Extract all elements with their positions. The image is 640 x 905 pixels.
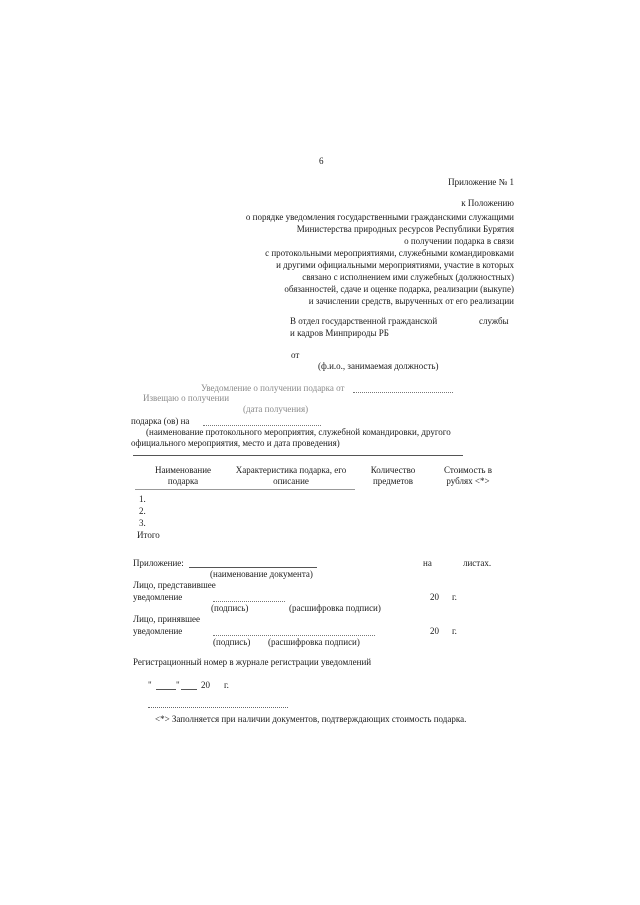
registration-quote-open: " [148,680,152,690]
header-line: к Положению [461,198,514,208]
gifts-on-label: подарка (ов) на [131,416,190,426]
header-line: с протокольными мероприятиями, служебными командировками [265,248,514,258]
footnote: <*> Заполняется при наличии документов, подтверждающих стоимость подарка. [155,714,467,724]
registration-year-suffix: г. [224,680,229,690]
submitted-label: уведомление [133,592,183,602]
header-line: о получении подарка в связи [404,236,514,246]
accepted-label: уведомление [133,626,183,636]
footnote-separator [148,707,288,708]
submitted-year: 20 [430,592,439,602]
table-header-description: Характеристика подарка, его описание [235,465,347,486]
event-caption-line: (наименование протокольного мероприятия, служебной командировки, другого [146,427,451,437]
from-label: от [291,350,300,360]
submitted-label: Лицо, представившее [133,580,216,590]
submitted-year-suffix: г. [452,592,457,602]
header-line: обязанностей, сдаче и оценке подарка, реализации (выкупе) [284,284,514,294]
header-line: и зачислении средств, вырученных от его реализации [308,296,514,306]
table-row: 3. [139,518,146,528]
registration-quote-close: " [176,680,180,690]
table-row: 2. [139,506,146,516]
registration-month-line [181,689,197,690]
gifts-on-line [203,425,321,426]
table-total: Итого [137,530,160,540]
accepted-sign-line [213,635,375,636]
attachment-sheets: листах. [463,558,492,568]
from-caption: (ф.и.о., занимаемая должность) [318,361,439,371]
table-top-line [133,455,463,456]
accepted-sign-caption: (подпись) [213,637,251,647]
header-line: Министерства природных ресурсов Республики Бурятия [296,224,514,234]
attachment-na: на [423,558,432,568]
inform-text: Извещаю о получении [143,393,230,403]
submitted-decode-caption: (расшифровка подписи) [289,603,381,613]
table-header-cost: Стоимость в рублях <*> [444,465,492,486]
notice-title: Уведомление о получении подарка от [201,383,345,393]
submitted-sign-caption: (подпись) [211,603,249,613]
attachment-line [189,567,317,568]
event-caption-line: официального мероприятия, место и дата проведения) [131,438,340,448]
appendix-title: Приложение № 1 [448,177,514,187]
header-line: о порядке уведомления государственными гражданскими служащими [245,212,514,222]
accepted-year: 20 [430,626,439,636]
registration-label: Регистрационный номер в журнале регистрации уведомлений [133,657,372,667]
submitted-sign-line [213,601,285,602]
accepted-year-suffix: г. [452,626,457,636]
addressee-line: В отдел государственной гражданской [290,316,438,326]
notice-from-line [353,392,453,393]
table-header-quantity: Количество предметов [370,465,416,486]
attachment-caption: (наименование документа) [210,569,313,579]
page-number: 6 [319,156,324,166]
registration-date-line [156,689,176,690]
registration-year: 20 [201,680,210,690]
addressee-line: и кадров Минприроды РБ [290,328,389,338]
attachment-label: Приложение: [133,558,184,568]
header-line: связано с исполнением ими служебных (должностных) [302,272,514,282]
addressee-line-end: службы [479,316,509,326]
table-header-divider [135,489,355,490]
accepted-decode-caption: (расшифровка подписи) [268,637,360,647]
header-line: и другими официальными мероприятиями, участие в которых [276,260,514,270]
accepted-label: Лицо, принявшее [133,614,200,624]
table-row: 1. [139,494,146,504]
date-caption: (дата получения) [243,404,309,414]
table-header-name: Наименование подарка [154,465,212,486]
